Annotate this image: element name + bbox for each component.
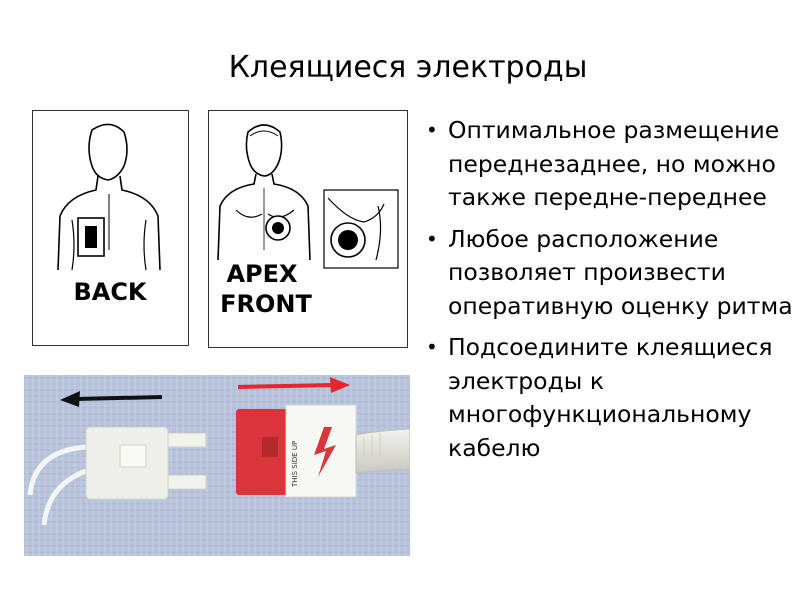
slide-title: Клеящиеся электроды: [228, 50, 588, 85]
bullet-item: • Оптимальное размещение переднезаднее, но можно также передне-переднее: [426, 116, 780, 211]
back-label: BACK: [73, 278, 147, 306]
front-label: FRONT: [220, 290, 312, 318]
plug-label: THIS SIDE UP: [291, 440, 299, 487]
bullet-item: • Подсоедините клеящиеся электроды к многофункциональному кабелю: [426, 333, 773, 462]
back-placement-figure: [32, 110, 189, 346]
bullet-list: [424, 114, 796, 473]
front-placement-figure: [208, 110, 408, 348]
bullet-item: • Любое расположение позволяет произвести оперативную оценку ритма: [426, 224, 793, 320]
apex-label: APEX: [226, 260, 298, 288]
connector-photo: [24, 375, 410, 556]
